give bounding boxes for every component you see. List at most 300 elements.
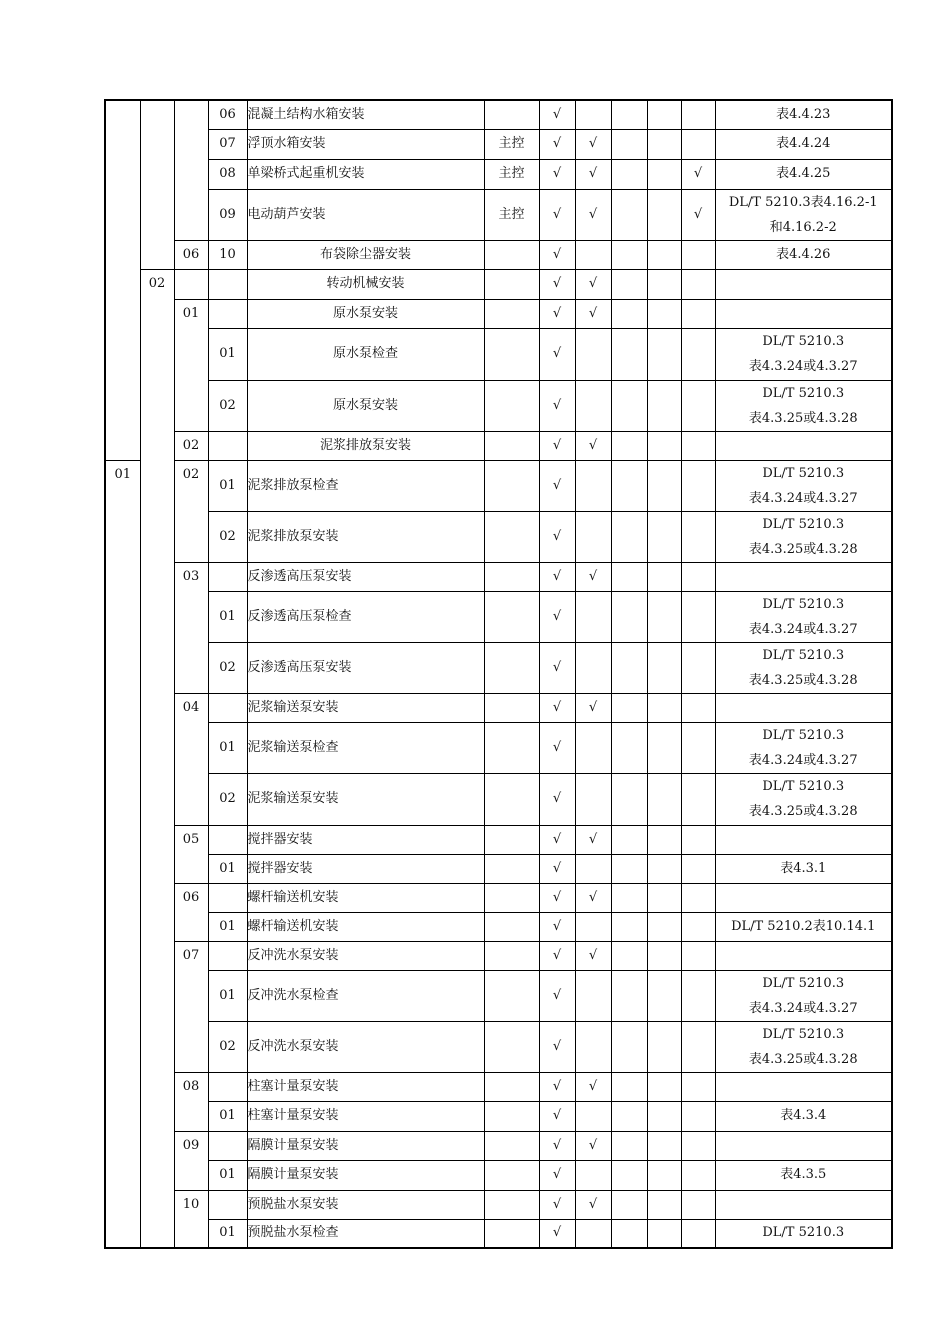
table-row xyxy=(105,159,892,189)
check-mark-cell: √ xyxy=(539,299,575,328)
reference-line: 和4.16.2-2 xyxy=(769,219,837,235)
check-mark-cell xyxy=(575,1021,611,1072)
check-mark-cell xyxy=(575,240,611,269)
reference-line: DL/T 5210.3 xyxy=(762,647,845,663)
check-mark-cell xyxy=(611,159,647,189)
check-mark-cell xyxy=(681,1219,715,1248)
table-row xyxy=(105,1021,892,1072)
check-mark-cell xyxy=(647,100,681,129)
item-name-cell: 原水泵检查 xyxy=(247,328,484,380)
check-mark-cell xyxy=(611,1219,647,1248)
reference-standard-cell xyxy=(715,773,892,825)
quality-level-cell xyxy=(484,1101,539,1131)
check-mark-cell: √ xyxy=(539,431,575,460)
subitem-code-cell: 09 xyxy=(174,1131,208,1190)
reference-standard-cell xyxy=(715,380,892,431)
check-mark-cell xyxy=(575,722,611,773)
reference-standard-cell xyxy=(715,1101,892,1131)
quality-level-cell xyxy=(484,773,539,825)
table-row xyxy=(105,970,892,1021)
check-mark-cell: √ xyxy=(575,883,611,912)
item-name-cell: 反渗透高压泵检查 xyxy=(247,591,484,642)
item-name-cell: 隔膜计量泵安装 xyxy=(247,1131,484,1160)
check-mark-cell: √ xyxy=(539,722,575,773)
check-mark-cell xyxy=(647,1101,681,1131)
item-name-cell: 反冲洗水泵安装 xyxy=(247,941,484,970)
check-mark-cell xyxy=(647,825,681,854)
check-mark-cell: √ xyxy=(539,883,575,912)
table-row xyxy=(105,100,892,129)
check-mark-cell xyxy=(647,1190,681,1219)
item-name-cell: 隔膜计量泵安装 xyxy=(247,1160,484,1190)
check-mark-cell: √ xyxy=(539,1160,575,1190)
table-row xyxy=(105,825,892,854)
table-row xyxy=(105,693,892,722)
table-row xyxy=(105,240,892,269)
check-mark-cell xyxy=(647,460,681,511)
table-row xyxy=(105,129,892,159)
reference-line: 表4.3.24或4.3.27 xyxy=(748,490,858,506)
reference-line: DL/T 5210.3 xyxy=(762,465,845,481)
reference-line: 表4.3.5 xyxy=(780,1167,827,1182)
check-mark-cell: √ xyxy=(539,100,575,129)
check-mark-cell xyxy=(611,240,647,269)
check-mark-cell xyxy=(611,562,647,591)
reference-line: 表4.3.25或4.3.28 xyxy=(748,672,858,688)
reference-standard-cell xyxy=(715,825,892,854)
subunit-code-cell: 02 xyxy=(140,269,174,1248)
check-mark-cell xyxy=(611,1072,647,1101)
check-mark-cell xyxy=(647,1021,681,1072)
quality-level-cell xyxy=(484,100,539,129)
reference-standard-cell xyxy=(715,460,892,511)
check-mark-cell: √ xyxy=(575,269,611,299)
reference-standard-cell xyxy=(715,1072,892,1101)
check-mark-cell xyxy=(575,460,611,511)
item-name-cell: 单梁桥式起重机安装 xyxy=(247,159,484,189)
check-mark-cell xyxy=(611,269,647,299)
item-code-cell: 01 xyxy=(208,970,247,1021)
check-mark-cell: √ xyxy=(539,854,575,883)
item-name-cell: 反冲洗水泵检查 xyxy=(247,970,484,1021)
check-mark-cell xyxy=(681,1131,715,1160)
check-mark-cell xyxy=(647,328,681,380)
table-row xyxy=(105,380,892,431)
item-name-cell: 螺杆输送机安装 xyxy=(247,912,484,941)
check-mark-cell xyxy=(647,722,681,773)
check-mark-cell: √ xyxy=(539,159,575,189)
table-row xyxy=(105,722,892,773)
check-mark-cell: √ xyxy=(539,189,575,240)
table-row xyxy=(105,1160,892,1190)
subitem-code-cell: 06 xyxy=(174,883,208,941)
subitem-code-cell: 02 xyxy=(174,460,208,562)
check-mark-cell xyxy=(611,1101,647,1131)
quality-level-cell xyxy=(484,1160,539,1190)
item-code-cell: 06 xyxy=(208,100,247,129)
item-name-cell: 泥浆排放泵检查 xyxy=(247,460,484,511)
check-mark-cell xyxy=(611,883,647,912)
subitem-code-cell: 03 xyxy=(174,562,208,693)
reference-line: DL/T 5210.3 xyxy=(762,727,845,743)
reference-standard-cell xyxy=(715,511,892,562)
check-mark-cell: √ xyxy=(575,159,611,189)
check-mark-cell xyxy=(681,773,715,825)
reference-line: DL/T 5210.3 xyxy=(762,385,845,401)
table-row xyxy=(105,328,892,380)
check-mark-cell: √ xyxy=(539,328,575,380)
reference-standard-cell xyxy=(715,912,892,941)
check-mark-cell xyxy=(611,912,647,941)
quality-level-cell xyxy=(484,854,539,883)
reference-standard-cell xyxy=(715,591,892,642)
table-row xyxy=(105,511,892,562)
reference-line: 表4.3.24或4.3.27 xyxy=(748,752,858,768)
item-name-cell: 泥浆输送泵安装 xyxy=(247,773,484,825)
item-code-cell: 01 xyxy=(208,591,247,642)
item-code-cell: 01 xyxy=(208,1101,247,1131)
table-row xyxy=(105,1190,892,1219)
check-mark-cell xyxy=(647,159,681,189)
check-mark-cell xyxy=(647,269,681,299)
item-code-cell: 01 xyxy=(208,460,247,511)
check-mark-cell xyxy=(611,591,647,642)
item-name-cell: 泥浆排放泵安装 xyxy=(247,431,484,460)
check-mark-cell xyxy=(681,970,715,1021)
subitem-code-cell: 06 xyxy=(174,240,208,269)
check-mark-cell xyxy=(611,299,647,328)
reference-standard-cell xyxy=(715,562,892,591)
check-mark-cell xyxy=(681,129,715,159)
check-mark-cell xyxy=(575,773,611,825)
check-mark-cell xyxy=(681,722,715,773)
quality-level-cell xyxy=(484,299,539,328)
check-mark-cell xyxy=(575,511,611,562)
check-mark-cell xyxy=(647,591,681,642)
item-code-cell xyxy=(208,1072,247,1101)
check-mark-cell: √ xyxy=(539,825,575,854)
check-mark-cell: √ xyxy=(575,941,611,970)
subitem-code-cell: 02 xyxy=(174,431,208,460)
item-name-cell: 泥浆输送泵安装 xyxy=(247,693,484,722)
subitem-code-cell: 08 xyxy=(174,1072,208,1131)
item-code-cell xyxy=(208,269,247,299)
check-mark-cell xyxy=(681,299,715,328)
table-row xyxy=(105,854,892,883)
check-mark-cell xyxy=(611,511,647,562)
check-mark-cell xyxy=(681,825,715,854)
item-code-cell xyxy=(208,299,247,328)
check-mark-cell: √ xyxy=(539,1101,575,1131)
table-row xyxy=(105,912,892,941)
check-mark-cell xyxy=(575,380,611,431)
inspection-item-table xyxy=(104,99,893,1249)
check-mark-cell xyxy=(575,591,611,642)
check-mark-cell: √ xyxy=(539,240,575,269)
check-mark-cell xyxy=(647,970,681,1021)
reference-standard-cell xyxy=(715,189,892,240)
reference-line: 表4.4.25 xyxy=(776,166,831,181)
reference-standard-cell xyxy=(715,883,892,912)
reference-line: 表4.3.25或4.3.28 xyxy=(748,541,858,557)
check-mark-cell xyxy=(681,854,715,883)
unit-code-cell: 01 xyxy=(105,460,140,1248)
item-code-cell xyxy=(208,1131,247,1160)
item-code-cell xyxy=(208,825,247,854)
check-mark-cell xyxy=(611,1021,647,1072)
quality-level-cell xyxy=(484,380,539,431)
item-code-cell: 02 xyxy=(208,1021,247,1072)
check-mark-cell xyxy=(647,941,681,970)
item-code-cell: 01 xyxy=(208,328,247,380)
check-mark-cell: √ xyxy=(575,562,611,591)
item-name-cell: 电动葫芦安装 xyxy=(247,189,484,240)
item-name-cell: 预脱盐水泵安装 xyxy=(247,1190,484,1219)
quality-level-cell xyxy=(484,1072,539,1101)
item-code-cell xyxy=(208,693,247,722)
quality-level-cell xyxy=(484,1021,539,1072)
check-mark-cell: √ xyxy=(539,380,575,431)
check-mark-cell: √ xyxy=(539,970,575,1021)
check-mark-cell xyxy=(681,941,715,970)
table-row xyxy=(105,1219,892,1248)
table-row xyxy=(105,1131,892,1160)
quality-level-cell xyxy=(484,511,539,562)
reference-standard-cell xyxy=(715,100,892,129)
check-mark-cell xyxy=(681,460,715,511)
check-mark-cell: √ xyxy=(539,773,575,825)
check-mark-cell: √ xyxy=(539,1219,575,1248)
check-mark-cell xyxy=(681,328,715,380)
item-name-cell: 泥浆排放泵安装 xyxy=(247,511,484,562)
reference-standard-cell xyxy=(715,1021,892,1072)
check-mark-cell xyxy=(681,1021,715,1072)
item-code-cell: 01 xyxy=(208,912,247,941)
check-mark-cell xyxy=(681,511,715,562)
item-code-cell xyxy=(208,431,247,460)
subunit-code-cell xyxy=(140,100,174,269)
reference-line: 表4.3.25或4.3.28 xyxy=(748,1051,858,1067)
check-mark-cell: √ xyxy=(539,591,575,642)
check-mark-cell xyxy=(647,129,681,159)
item-name-cell: 反渗透高压泵安装 xyxy=(247,562,484,591)
quality-level-cell xyxy=(484,591,539,642)
quality-level-cell xyxy=(484,883,539,912)
check-mark-cell xyxy=(647,1131,681,1160)
check-mark-cell xyxy=(647,854,681,883)
check-mark-cell: √ xyxy=(539,1021,575,1072)
check-mark-cell xyxy=(611,773,647,825)
table-row xyxy=(105,269,892,299)
subitem-code-cell xyxy=(174,269,208,299)
table-row xyxy=(105,883,892,912)
reference-standard-cell xyxy=(715,269,892,299)
quality-level-cell xyxy=(484,269,539,299)
check-mark-cell xyxy=(611,1131,647,1160)
quality-level-cell xyxy=(484,460,539,511)
check-mark-cell: √ xyxy=(539,269,575,299)
item-name-cell: 布袋除尘器安装 xyxy=(247,240,484,269)
table-row xyxy=(105,562,892,591)
check-mark-cell xyxy=(647,299,681,328)
check-mark-cell: √ xyxy=(575,1190,611,1219)
reference-standard-cell xyxy=(715,328,892,380)
reference-line: 表4.3.4 xyxy=(780,1108,827,1123)
check-mark-cell xyxy=(611,431,647,460)
check-mark-cell xyxy=(681,240,715,269)
check-mark-cell xyxy=(681,642,715,693)
quality-level-cell xyxy=(484,693,539,722)
check-mark-cell xyxy=(681,883,715,912)
check-mark-cell xyxy=(647,912,681,941)
check-mark-cell xyxy=(681,1101,715,1131)
check-mark-cell xyxy=(681,562,715,591)
item-name-cell: 反渗透高压泵安装 xyxy=(247,642,484,693)
reference-standard-cell xyxy=(715,129,892,159)
check-mark-cell: √ xyxy=(575,431,611,460)
item-code-cell: 07 xyxy=(208,129,247,159)
check-mark-cell: √ xyxy=(539,1072,575,1101)
item-code-cell xyxy=(208,1190,247,1219)
check-mark-cell: √ xyxy=(539,511,575,562)
table-row xyxy=(105,460,892,511)
reference-standard-cell xyxy=(715,431,892,460)
quality-level-cell xyxy=(484,970,539,1021)
check-mark-cell: √ xyxy=(681,159,715,189)
quality-level-cell xyxy=(484,240,539,269)
item-code-cell xyxy=(208,883,247,912)
quality-level-cell xyxy=(484,941,539,970)
check-mark-cell xyxy=(681,269,715,299)
check-mark-cell: √ xyxy=(539,460,575,511)
check-mark-cell xyxy=(611,100,647,129)
check-mark-cell xyxy=(611,129,647,159)
item-code-cell xyxy=(208,562,247,591)
reference-standard-cell xyxy=(715,159,892,189)
item-code-cell: 10 xyxy=(208,240,247,269)
reference-standard-cell xyxy=(715,299,892,328)
reference-line: DL/T 5210.3 xyxy=(762,779,845,794)
check-mark-cell xyxy=(611,189,647,240)
unit-code-cell xyxy=(105,100,140,460)
check-mark-cell: √ xyxy=(575,1072,611,1101)
check-mark-cell: √ xyxy=(575,189,611,240)
reference-line: DL/T 5210.3 xyxy=(762,1026,845,1042)
item-code-cell: 02 xyxy=(208,773,247,825)
reference-line: DL/T 5210.3 xyxy=(762,596,845,612)
quality-level-cell: 主控 xyxy=(484,159,539,189)
reference-line: 表4.4.23 xyxy=(776,106,831,122)
subitem-code-cell: 05 xyxy=(174,825,208,883)
item-name-cell: 搅拌器安装 xyxy=(247,825,484,854)
check-mark-cell: √ xyxy=(539,941,575,970)
check-mark-cell xyxy=(611,642,647,693)
item-name-cell: 原水泵安装 xyxy=(247,299,484,328)
check-mark-cell xyxy=(647,380,681,431)
item-name-cell: 柱塞计量泵安装 xyxy=(247,1101,484,1131)
check-mark-cell xyxy=(611,722,647,773)
check-mark-cell xyxy=(647,431,681,460)
reference-line: DL/T 5210.3 xyxy=(762,975,845,991)
reference-standard-cell xyxy=(715,240,892,269)
check-mark-cell xyxy=(647,511,681,562)
reference-line: 表4.3.25或4.3.28 xyxy=(748,804,858,819)
check-mark-cell xyxy=(611,825,647,854)
check-mark-cell xyxy=(575,1219,611,1248)
reference-standard-cell xyxy=(715,642,892,693)
item-code-cell: 01 xyxy=(208,854,247,883)
reference-line: 表4.4.24 xyxy=(776,136,831,151)
item-code-cell xyxy=(208,941,247,970)
check-mark-cell xyxy=(647,693,681,722)
reference-standard-cell xyxy=(715,1190,892,1219)
quality-level-cell xyxy=(484,431,539,460)
reference-line: DL/T 5210.3表4.16.2-1 xyxy=(728,194,878,210)
quality-level-cell xyxy=(484,825,539,854)
check-mark-cell xyxy=(611,970,647,1021)
check-mark-cell xyxy=(647,642,681,693)
subitem-code-cell: 10 xyxy=(174,1190,208,1248)
item-name-cell: 反冲洗水泵安装 xyxy=(247,1021,484,1072)
check-mark-cell xyxy=(681,431,715,460)
reference-line: DL/T 5210.3 xyxy=(762,516,845,532)
reference-standard-cell xyxy=(715,1219,892,1248)
reference-standard-cell xyxy=(715,970,892,1021)
check-mark-cell: √ xyxy=(539,562,575,591)
item-code-cell: 02 xyxy=(208,642,247,693)
reference-line: 表4.4.26 xyxy=(776,246,831,262)
check-mark-cell xyxy=(681,1160,715,1190)
item-name-cell: 螺杆输送机安装 xyxy=(247,883,484,912)
check-mark-cell xyxy=(611,693,647,722)
item-code-cell: 01 xyxy=(208,722,247,773)
quality-level-cell: 主控 xyxy=(484,189,539,240)
table-row xyxy=(105,431,892,460)
item-name-cell: 柱塞计量泵安装 xyxy=(247,1072,484,1101)
item-code-cell: 09 xyxy=(208,189,247,240)
check-mark-cell xyxy=(681,1190,715,1219)
subitem-code-cell: 07 xyxy=(174,941,208,1072)
reference-line: 表4.3.24或4.3.27 xyxy=(748,359,858,374)
reference-line: DL/T 5210.3 xyxy=(762,1225,845,1241)
reference-line: 表4.3.24或4.3.27 xyxy=(748,621,858,637)
check-mark-cell xyxy=(647,1219,681,1248)
item-name-cell: 搅拌器安装 xyxy=(247,854,484,883)
check-mark-cell xyxy=(647,240,681,269)
item-code-cell: 01 xyxy=(208,1160,247,1190)
check-mark-cell xyxy=(575,854,611,883)
quality-level-cell: 主控 xyxy=(484,129,539,159)
check-mark-cell xyxy=(681,1072,715,1101)
check-mark-cell: √ xyxy=(539,693,575,722)
check-mark-cell: √ xyxy=(681,189,715,240)
quality-level-cell xyxy=(484,1190,539,1219)
check-mark-cell xyxy=(575,1101,611,1131)
check-mark-cell xyxy=(647,773,681,825)
check-mark-cell xyxy=(611,328,647,380)
table-row xyxy=(105,642,892,693)
quality-level-cell xyxy=(484,912,539,941)
check-mark-cell xyxy=(681,591,715,642)
check-mark-cell xyxy=(647,1072,681,1101)
check-mark-cell: √ xyxy=(575,299,611,328)
check-mark-cell xyxy=(681,380,715,431)
quality-level-cell xyxy=(484,328,539,380)
item-code-cell: 02 xyxy=(208,511,247,562)
item-name-cell: 浮顶水箱安装 xyxy=(247,129,484,159)
table-row xyxy=(105,1101,892,1131)
check-mark-cell: √ xyxy=(575,129,611,159)
